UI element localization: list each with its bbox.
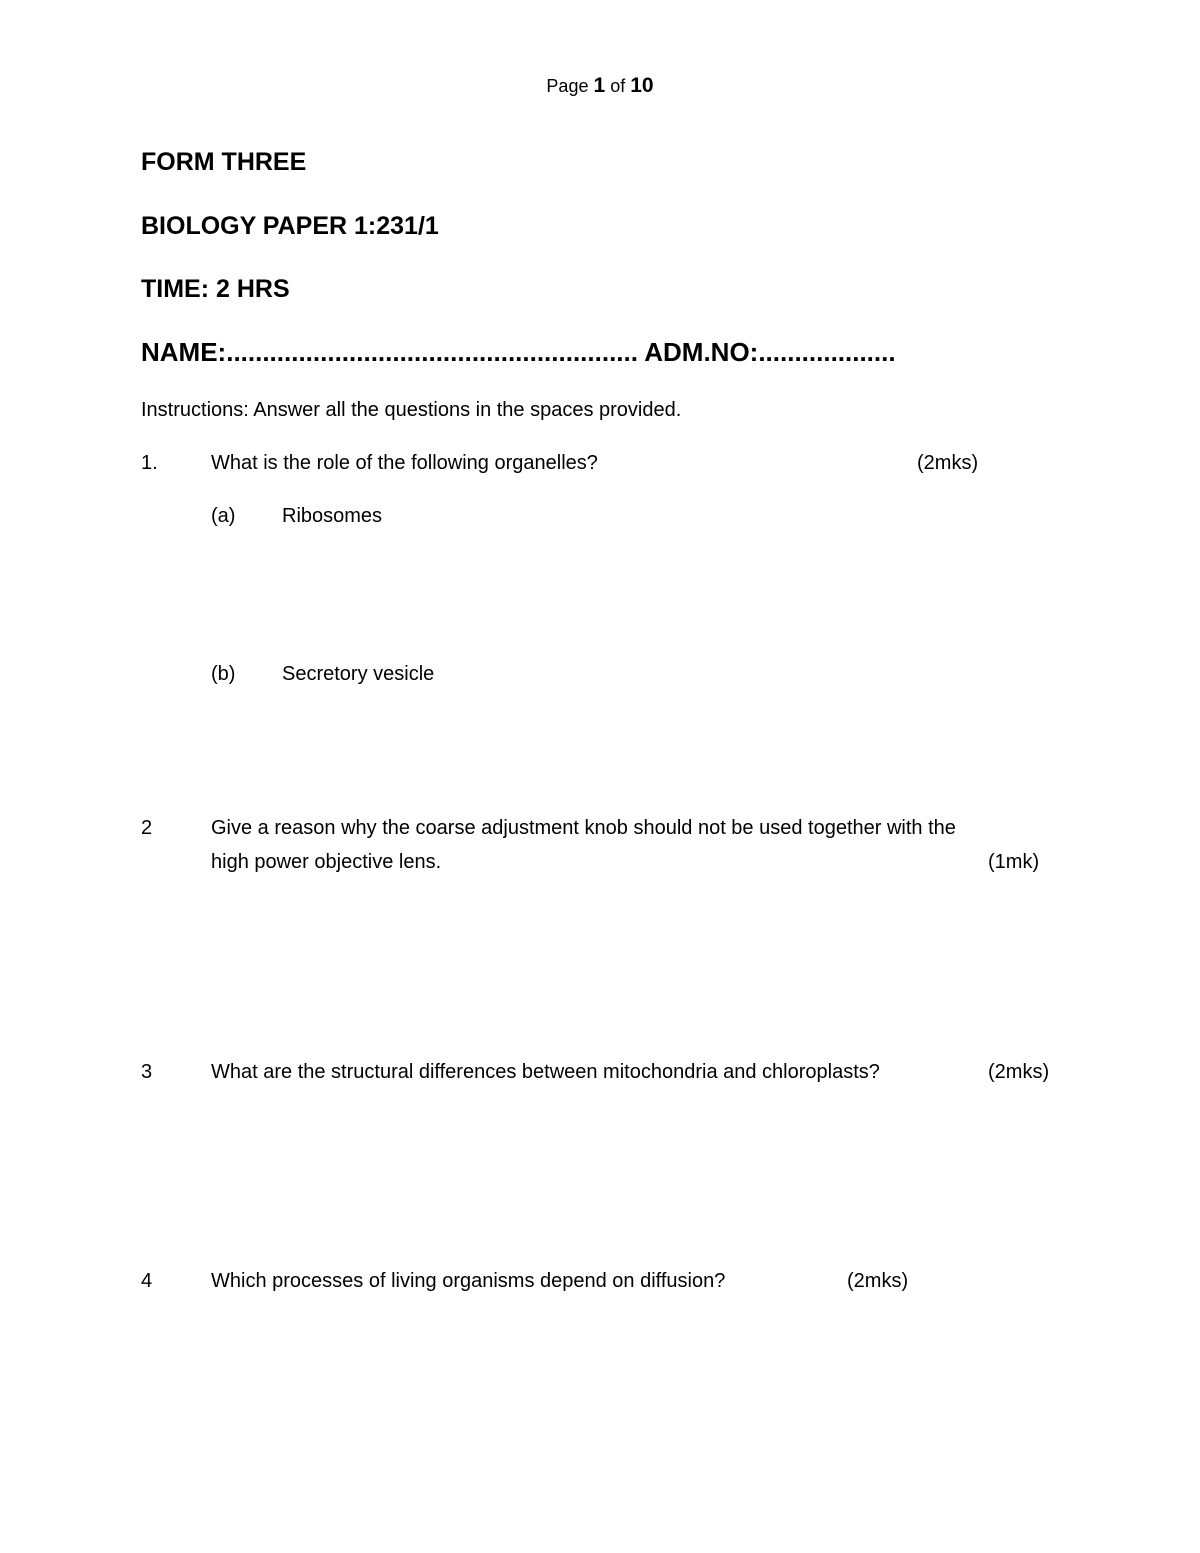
name-adm-line [141, 337, 896, 368]
question-4-number: 4 [141, 1270, 153, 1292]
instructions: Instructions: Answer all the questions in the spaces provided. [141, 399, 682, 421]
question-4-text: Which processes of living organisms depend on diffusion? [211, 1270, 726, 1292]
question-1-text: What is the role of the following organelles? [211, 452, 598, 474]
question-4-marks: (2mks) [847, 1270, 909, 1292]
paper-heading: BIOLOGY PAPER 1:231/1 [141, 212, 439, 240]
page-total: 10 [630, 74, 654, 97]
question-1b-text: Secretory vesicle [282, 663, 435, 685]
name-label: NAME: [141, 337, 227, 367]
question-1-marks: (2mks) [917, 452, 979, 474]
time-heading: TIME: 2 HRS [141, 275, 290, 303]
form-heading: FORM THREE [141, 148, 307, 176]
question-2-marks: (1mk) [988, 851, 1040, 873]
question-3-number: 3 [141, 1061, 153, 1083]
question-3-text: What are the structural differences between mitochondria and chloroplasts? [211, 1061, 880, 1083]
question-3-marks: (2mks) [988, 1061, 1050, 1083]
question-1b-label: (b) [211, 663, 236, 685]
question-2-text-line2: high power objective lens. [211, 851, 442, 873]
question-2-number: 2 [141, 817, 153, 839]
question-2-text-line1: Give a reason why the coarse adjustment knob should not be used together with the [211, 817, 956, 839]
page-number [0, 74, 1200, 98]
adm-field[interactable]: ................... [758, 337, 896, 367]
question-1-number: 1. [141, 452, 158, 474]
page-current: 1 [593, 74, 606, 97]
adm-label: ADM.NO: [644, 337, 759, 367]
question-1a-text: Ribosomes [282, 505, 383, 527]
page-prefix: Page [546, 76, 589, 96]
name-field[interactable]: ......................................................... [226, 337, 638, 367]
question-1a-label: (a) [211, 505, 236, 527]
page-of: of [610, 76, 626, 96]
